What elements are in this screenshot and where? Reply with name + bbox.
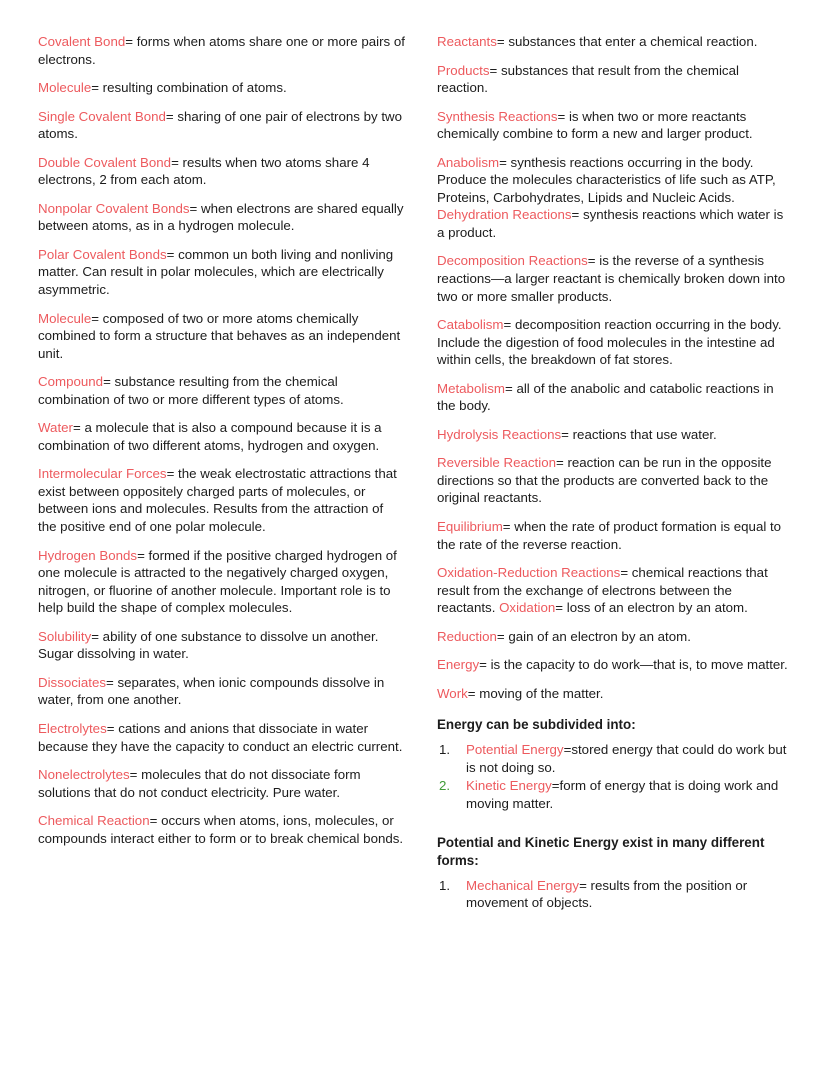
list-item-marker: 1. xyxy=(439,742,451,758)
definition-term: Reactants xyxy=(437,34,497,49)
definition-term: Hydrogen Bonds xyxy=(38,547,138,563)
definition-entry xyxy=(38,419,405,454)
definition-term: Single Covalent Bond xyxy=(38,108,166,124)
definition-text: = cations and anions that dissociate in water because they have the capacity to conduct an electric current. xyxy=(38,720,403,754)
definition-term: Intermolecular Forces xyxy=(38,466,167,482)
definition-entry xyxy=(437,206,790,241)
numbered-list xyxy=(437,877,790,912)
list-item-term: Mechanical Energy xyxy=(466,877,580,893)
list-item-term: Potential Energy xyxy=(466,742,564,758)
definition-entry xyxy=(38,310,405,363)
definition-term: Reduction xyxy=(437,628,497,644)
definition-term: Compound xyxy=(38,374,104,390)
definition-term: Synthesis Reactions xyxy=(437,108,558,124)
list-item-text: =stored energy that could do work but is not doing so. xyxy=(466,742,787,775)
definition-term: Molecule xyxy=(38,80,92,96)
definition-term: Hydrolysis Reactions xyxy=(437,426,562,442)
definition-term: Molecule xyxy=(38,310,92,326)
definition-text: = reactions that use water. xyxy=(561,426,717,442)
definition-entry xyxy=(38,154,405,189)
list-item-term: Kinetic Energy xyxy=(466,778,552,794)
definition-text: = decomposition reaction occurring in the body. Include the digestion of food molecules in the intestine ad within cells, the breakdown of fat stores. xyxy=(437,317,782,368)
definition-term: Equilibrium xyxy=(437,519,503,535)
definition-term: Solubility xyxy=(38,628,92,644)
list-item xyxy=(437,877,790,912)
definition-text: = all of the anabolic and catabolic reactions in the body. xyxy=(437,380,774,414)
definition-text: = sharing of one pair of electrons by two atoms. xyxy=(38,108,403,142)
definition-term: Dissociates xyxy=(38,674,106,690)
definition-term: Anabolism xyxy=(437,154,500,170)
definition-entry xyxy=(437,62,790,97)
definition-text: = synthesis reactions occurring in the body. Produce the molecules characteristics of life such as ATP, Proteins, Carbohydrates, Lipids and Nucleic Acids. xyxy=(437,154,776,205)
definition-text: = substances that result from the chemical reaction. xyxy=(437,62,739,96)
definition-term: Products xyxy=(437,62,490,78)
definition-entry xyxy=(38,33,405,68)
definition-entry xyxy=(437,154,790,207)
definition-entry xyxy=(38,674,405,709)
definition-entry xyxy=(437,252,790,305)
definition-entry xyxy=(38,547,405,617)
definition-entry xyxy=(437,656,790,674)
section-heading: Potential and Kinetic Energy exist in many different forms: xyxy=(437,835,765,868)
definition-text: = when electrons are shared equally between atoms, as in a hydrogen molecule. xyxy=(38,200,404,234)
definition-text: = the weak electrostatic attractions that exist between oppositely charged parts of molecules, or between ions and molecules. Results from the attraction of the positive end of one polar molecule. xyxy=(38,466,397,535)
definition-entry xyxy=(38,79,405,97)
inline-definition-term: Oxidation xyxy=(499,600,556,616)
definition-text: = reaction can be run in the opposite directions so that the products are converted back to the original reactants. xyxy=(437,455,772,506)
definition-text: = composed of two or more atoms chemically combined to form a structure that behaves as an independent unit. xyxy=(38,310,401,361)
definition-text: = forms when atoms share one or more pairs of electrons. xyxy=(38,34,405,67)
definition-text: = chemical reactions that result from the exchange of electrons between the reactants. xyxy=(437,565,768,616)
definition-text: = ability of one substance to dissolve un another. Sugar dissolving in water. xyxy=(38,628,379,662)
definition-text: = occurs when atoms, ions, molecules, or compounds interact either to form or to break chemical bonds. xyxy=(38,813,404,846)
definition-entry xyxy=(38,720,405,755)
definition-text: = is when two or more reactants chemically combine to form a new and larger product. xyxy=(437,108,753,142)
definition-text: = formed if the positive charged hydrogen of one molecule is attracted to the negatively charged oxygen, nitrogen, or fluorine of another molecule. Important role is to help build the shape of complex molecules. xyxy=(38,547,397,616)
definition-term: Metabolism xyxy=(437,380,505,396)
inline-definition-text: = loss of an electron by an atom. xyxy=(555,600,748,616)
definition-text: = substances that enter a chemical reaction. xyxy=(496,34,758,49)
definition-term: Catabolism xyxy=(437,317,504,333)
definition-term: Work xyxy=(437,685,468,701)
definition-entry xyxy=(38,246,405,299)
two-column-layout xyxy=(38,33,790,913)
definition-text: = a molecule that is also a compound because it is a combination of two different atoms, hydrogen and oxygen. xyxy=(38,420,382,453)
definition-term: Polar Covalent Bonds xyxy=(38,246,167,262)
list-item xyxy=(437,741,790,776)
definition-text: = resulting combination of atoms. xyxy=(91,80,287,96)
definition-entry xyxy=(38,628,405,663)
list-item-text: = results from the position or movement of objects. xyxy=(466,877,748,911)
right-column xyxy=(437,33,790,913)
list-item xyxy=(437,777,790,812)
numbered-list xyxy=(437,741,790,812)
list-item-text: =form of energy that is doing work and moving matter. xyxy=(466,778,779,811)
definition-text: = results when two atoms share 4 electrons, 2 from each atom. xyxy=(38,154,370,188)
section-heading: Energy can be subdivided into: xyxy=(437,717,636,733)
definition-entry xyxy=(38,465,405,535)
definition-entry xyxy=(437,108,790,143)
definition-term: Covalent Bond xyxy=(38,34,126,49)
definition-text: = is the reverse of a synthesis reactions—a larger reactant is chemically broken down into two or more smaller products. xyxy=(437,253,786,304)
definition-text: = when the rate of product formation is equal to the rate of the reverse reaction. xyxy=(437,519,782,552)
definition-entry xyxy=(437,426,790,444)
definition-term: Decomposition Reactions xyxy=(437,253,588,269)
left-column xyxy=(38,33,405,858)
definition-entry xyxy=(38,373,405,408)
definition-term: Energy xyxy=(437,657,480,673)
definition-term: Electrolytes xyxy=(38,720,107,736)
definition-text: = synthesis reactions which water is a product. xyxy=(437,207,784,240)
definition-entry xyxy=(437,316,790,369)
definition-text: = gain of an electron by an atom. xyxy=(496,628,691,644)
definition-entry xyxy=(437,380,790,415)
definition-term: Oxidation-Reduction Reactions xyxy=(437,565,621,581)
definition-text: = substance resulting from the chemical combination of two or more different types of atoms. xyxy=(38,374,344,407)
definition-text: = is the capacity to do work—that is, to move matter. xyxy=(479,657,788,673)
definition-term: Reversible Reaction xyxy=(437,455,556,471)
definition-entry xyxy=(38,812,405,847)
definition-text: = molecules that do not dissociate form solutions that do not conduct electricity. Pure water. xyxy=(38,767,361,800)
definition-term: Chemical Reaction xyxy=(38,813,150,829)
definition-entry xyxy=(437,564,790,617)
list-item-marker: 1. xyxy=(439,877,451,893)
definition-entry xyxy=(437,518,790,553)
definition-term: Double Covalent Bond xyxy=(38,154,172,170)
definition-term: Nonpolar Covalent Bonds xyxy=(38,200,190,216)
definition-entry xyxy=(38,766,405,801)
list-item-marker: 2. xyxy=(439,778,451,794)
definition-text: = separates, when ionic compounds dissolve in water, from one another. xyxy=(38,674,385,708)
definition-entry xyxy=(437,454,790,507)
definition-text: = moving of the matter. xyxy=(467,685,604,701)
definition-entry xyxy=(38,200,405,235)
definition-term: Dehydration Reactions xyxy=(437,207,572,223)
definition-entry xyxy=(437,33,790,51)
definition-entry xyxy=(437,628,790,646)
definition-entry xyxy=(437,685,790,703)
definition-term: Nonelectrolytes xyxy=(38,767,130,783)
definition-term: Water xyxy=(38,420,73,436)
definition-entry xyxy=(38,108,405,143)
definition-text: = common un both living and nonliving matter. Can result in polar molecules, which are electrically asymmetric. xyxy=(38,246,394,298)
